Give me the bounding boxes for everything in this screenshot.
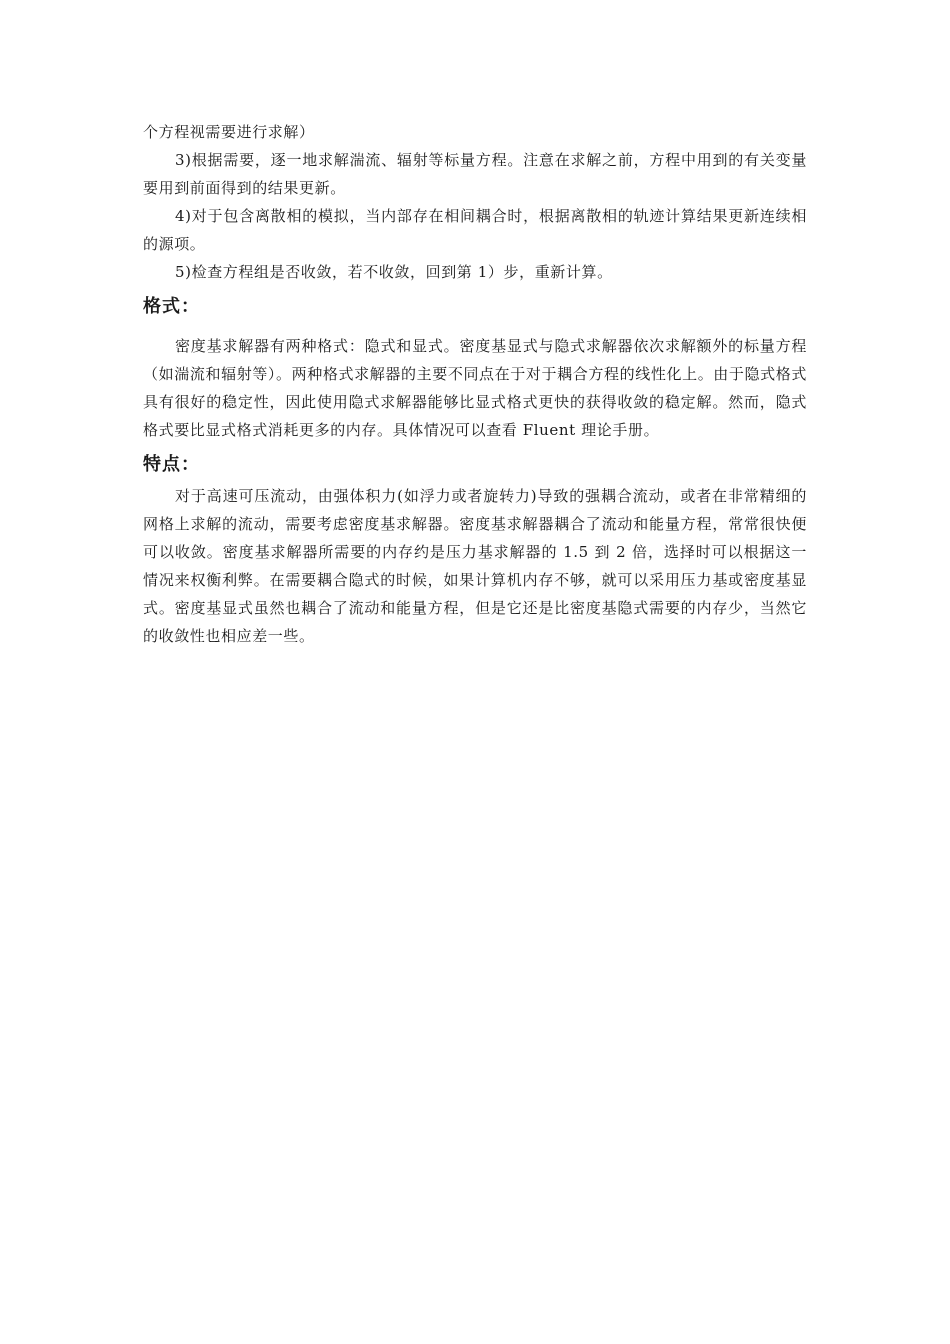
document-body [143, 118, 807, 650]
step-5-paragraph: 5)检查方程组是否收敛，若不收敛，回到第 1）步，重新计算。 [175, 263, 613, 281]
format-heading: 格式： [143, 296, 200, 317]
continued-text: 个方程视需要进行求解） [143, 123, 315, 141]
features-heading: 特点： [143, 454, 200, 475]
format-paragraph: 密度基求解器有两种格式：隐式和显式。密度基显式与隐式求解器依次求解额外的标量方程（如湍流和辐射等）。两种格式求解器的主要不同点在于对于耦合方程的线性化上。由于隐式格式具有很好的稳定性，因此使用隐式求解器能够比显式格式更快的获得收敛的稳定解。然而，隐式格式要比显式格式消耗更多的内存。具体情况可以查看 Fluent 理论手册。 [143, 337, 807, 439]
features-paragraph: 对于高速可压流动，由强体积力(如浮力或者旋转力)导致的强耦合流动，或者在非常精细的网格上求解的流动，需要考虑密度基求解器。密度基求解器耦合了流动和能量方程，常常很快便可以收敛。密度基求解器所需要的内存约是压力基求解器的 1.5 到 2 倍，选择时可以根据这一情况来权衡利弊。在需要耦合隐式的时候，如果计算机内存不够，就可以采用压力基或密度基显式。密度基显式虽然也耦合了流动和能量方程，但是它还是比密度基隐式需要的内存少，当然它的收敛性也相应差一些。 [143, 487, 807, 645]
step-3-paragraph: 3)根据需要，逐一地求解湍流、辐射等标量方程。注意在求解之前，方程中用到的有关变量要用到前面得到的结果更新。 [143, 151, 807, 197]
step-4-paragraph: 4)对于包含离散相的模拟，当内部存在相间耦合时，根据离散相的轨迹计算结果更新连续相的源项。 [143, 207, 807, 253]
